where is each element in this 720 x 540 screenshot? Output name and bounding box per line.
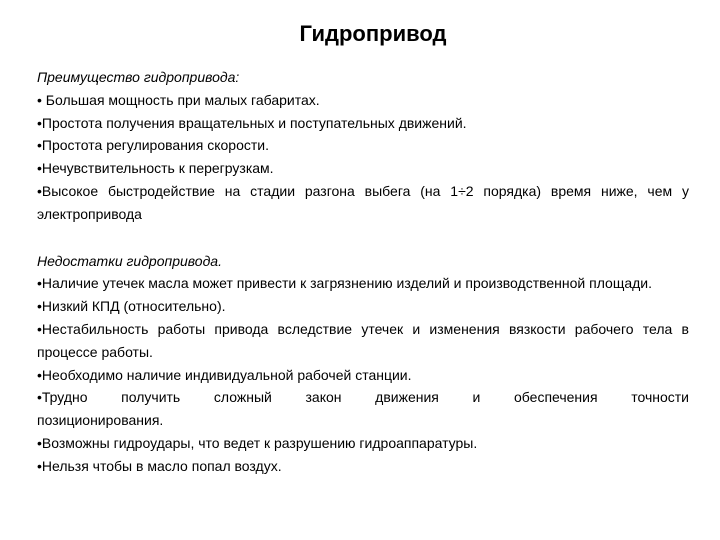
advantage-item: •Нечувствительность к перегрузкам. xyxy=(37,160,274,177)
advantage-item: •Простота регулирования скорости. xyxy=(37,137,269,154)
disadvantage-item: •Нельзя чтобы в масло попал воздух. xyxy=(37,457,282,474)
disadvantage-item: •Наличие утечек масла может привести к загрязнению изделий и производственной площади. xyxy=(37,275,653,292)
section-spacer xyxy=(37,226,689,250)
disadvantage-item: •Необходимо наличие индивидуальной рабочей станции. xyxy=(37,366,412,383)
advantage-item: •Высокое быстродействие на стадии разгона выбега (на 1÷2 порядка) время ниже, чем у электропривода xyxy=(37,182,689,222)
disadvantage-item-continuation: позиционирования. xyxy=(37,412,164,429)
advantages-section xyxy=(37,66,689,226)
slide-title: Гидропривод xyxy=(299,21,447,46)
disadvantage-item: •Низкий КПД (относительно). xyxy=(37,298,226,315)
disadvantage-item: •Нестабильность работы привода вследствие утечек и изменения вязкости рабочего тела в процессе работы. xyxy=(37,320,689,360)
disadvantage-item: •Возможны гидроудары, что ведет к разрушению гидроаппаратуры. xyxy=(37,434,478,451)
disadvantages-section xyxy=(37,250,689,478)
slide-content xyxy=(37,66,689,478)
advantage-item: •Простота получения вращательных и поступательных движений. xyxy=(37,114,467,131)
disadvantages-heading: Недостатки гидропривода. xyxy=(37,252,222,269)
disadvantage-item: •Трудно получить сложный закон движения и обеспечения точности xyxy=(37,389,689,406)
advantages-heading: Преимущество гидропривода: xyxy=(37,69,240,85)
advantage-item: • Большая мощность при малых габаритах. xyxy=(37,91,320,108)
